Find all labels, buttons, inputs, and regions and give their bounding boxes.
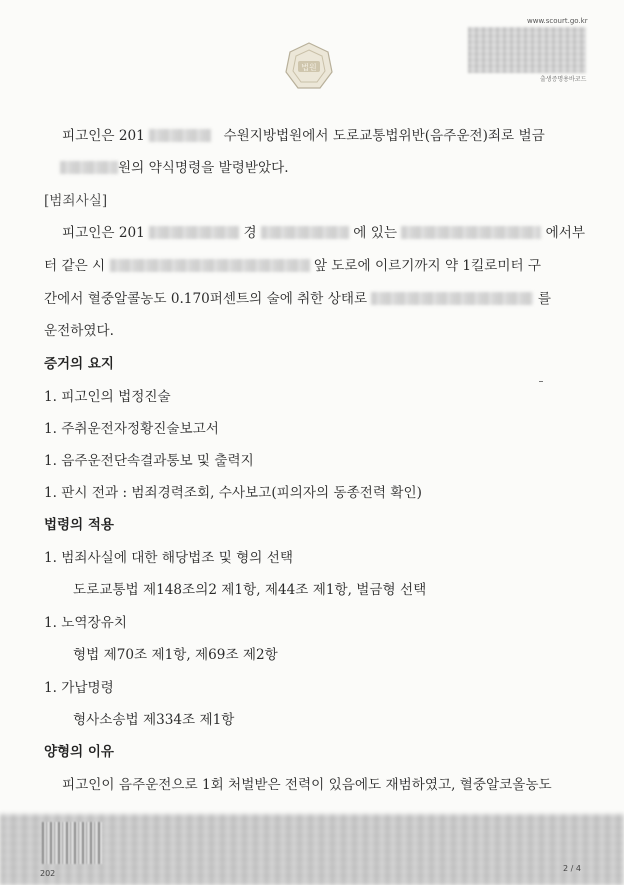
para-line-6 [44,291,551,307]
law-item: 1. 노역장유치 [44,615,127,631]
para-line-5 [44,258,541,274]
court-seal-icon [283,40,335,92]
reason-text: 피고인이 음주운전으로 1회 처벌받은 전력이 있음에도 재범하였고, 혈중알코올농도 [62,777,552,793]
redacted-vehicle [371,292,533,305]
qr-code [468,27,586,73]
evidence-item: 1. 피고인의 법정진술 [44,389,171,405]
page-number: 2 / 4 [563,864,581,873]
footer-left-text: 202 [40,869,56,878]
para-line-7: 운전하였다. [44,323,114,339]
reason-title: 양형의 이유 [44,744,114,760]
text-fragment: 에서부 [545,225,586,241]
redacted-datetime [149,226,239,239]
barcode [42,822,102,864]
para-line-1 [62,128,545,144]
para-line-4 [62,225,585,241]
law-item: 형법 제70조 제1항, 제69조 제2항 [73,647,278,663]
text-fragment: 간에서 혈중알콜농도 0.170퍼센트의 술에 취한 상태로 [44,291,368,307]
law-item: 도로교통법 제148조의2 제1항, 제44조 제1항, 벌금형 선택 [73,582,427,598]
law-item: 1. 가납명령 [44,680,114,696]
crime-facts-label: [범죄사실] [44,193,108,209]
text-fragment: 수원지방법원에서 도로교통법위반(음주운전)죄로 벌금 [223,128,545,144]
redacted-road [110,259,310,272]
stray-mark [539,381,543,382]
text-fragment: 에 있는 [353,225,397,241]
law-item: 형사소송법 제334조 제1항 [73,712,235,728]
court-seal [283,40,335,92]
law-title: 법령의 적용 [44,517,114,533]
text-fragment: 터 같은 시 [44,258,106,274]
redacted-place [261,226,349,239]
redacted-amount [60,161,118,174]
qr-label: 출생증명용바코드 [540,76,587,83]
text-fragment: 원의 약식명령을 발령받았다. [118,160,289,176]
redacted-location [401,226,541,239]
evidence-item: 1. 주취운전자정황진술보고서 [44,421,219,437]
court-url: www.scourt.go.kr [527,17,588,25]
para-line-2 [60,160,289,176]
evidence-item: 1. 판시 전과 : 범죄경력조회, 수사보고(피의자의 동종전력 확인) [44,485,422,501]
law-item: 1. 범죄사실에 대한 해당법조 및 형의 선택 [44,550,293,566]
text-fragment: 피고인은 201 [62,225,145,241]
text-fragment: 앞 도로에 이르기까지 약 1킬로미터 구 [313,258,542,274]
evidence-item: 1. 음주운전단속결과통보 및 출력지 [44,453,254,469]
text-fragment: 피고인은 201 [62,128,145,144]
text-fragment: 경 [243,225,257,241]
seal-text: 법원 [301,63,317,72]
text-fragment: 를 [537,291,551,307]
redacted-date [149,129,211,142]
evidence-title: 증거의 요지 [44,356,114,372]
